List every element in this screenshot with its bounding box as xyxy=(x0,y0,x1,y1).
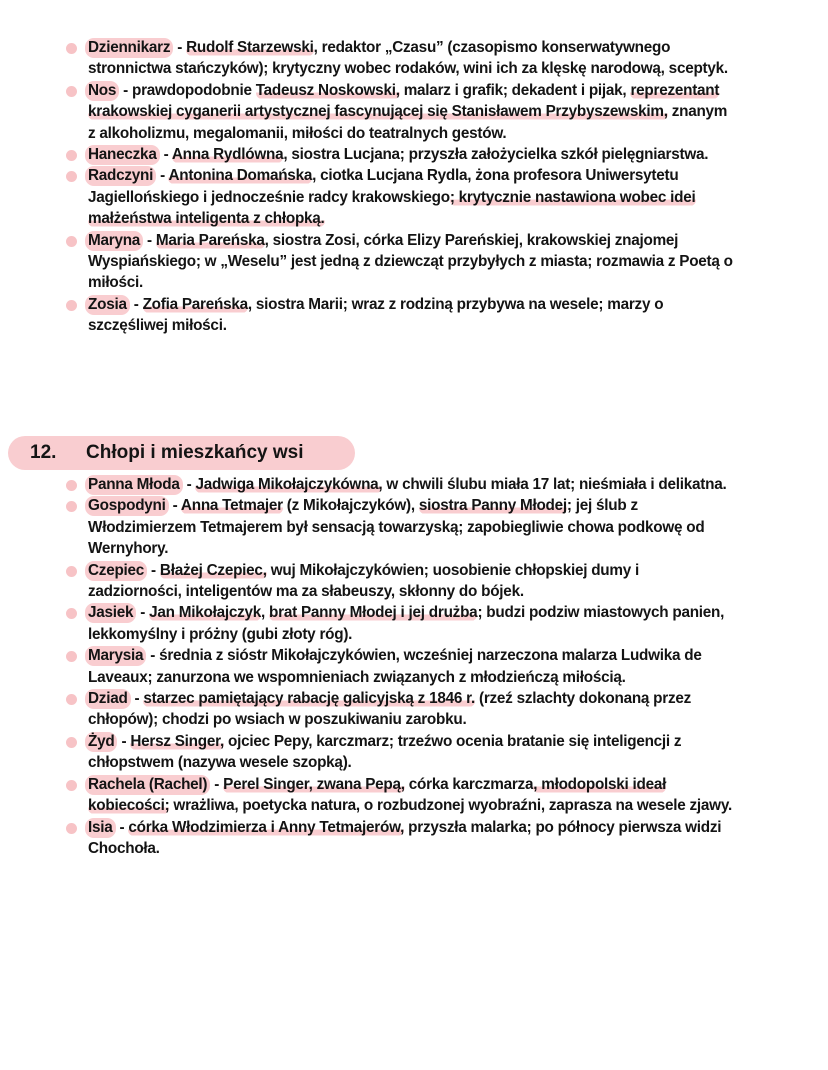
character-name: Rachela (Rachel) xyxy=(85,775,210,795)
bullet-icon xyxy=(66,566,77,577)
highlighted-phrase: Maria Pareńska xyxy=(155,231,265,249)
highlighted-phrase: Jadwiga Mikołajczykówna, xyxy=(195,476,383,493)
character-name: Panna Młoda xyxy=(85,475,183,495)
character-entry xyxy=(64,37,734,80)
description-text: - xyxy=(143,231,156,249)
description-text: - xyxy=(156,167,169,185)
character-entry xyxy=(64,294,734,337)
highlighted-phrase: siostra Panny Młodej xyxy=(418,497,567,515)
section-number: 12. xyxy=(30,442,57,463)
description-text: , siostra Lucjana; przyszła założycielka szkół pielęgniarstwa. xyxy=(283,146,709,164)
character-name: Radczyni xyxy=(85,166,156,186)
description-text: , siostra Marii; wraz z rodziną przybywa na wesele; marzy o szczęśliwej miłości. xyxy=(88,295,664,335)
bullet-icon xyxy=(66,86,77,97)
section-title: Chłopi i mieszkańcy wsi xyxy=(86,442,304,463)
description-text: - xyxy=(168,497,181,515)
character-entry xyxy=(64,144,734,165)
bullet-icon xyxy=(66,694,77,705)
description-text: ; jej ślub z Włodzimierzem Tetmajerem był sensacją towarzyską; zapobiegliwie chowa podkowę od Wernyhory. xyxy=(88,497,705,558)
character-name: Dziad xyxy=(85,689,131,709)
character-name: Zosia xyxy=(85,295,130,315)
character-entry xyxy=(64,645,734,688)
description-text: w chwili ślubu miała 17 lat; nieśmiała i delikatna. xyxy=(382,476,727,493)
character-entry xyxy=(64,560,734,603)
description-text: malarz i grafik; dekadent i pijak, xyxy=(399,81,631,99)
character-entry xyxy=(64,80,734,144)
highlighted-phrase: córka Włodzimierza i Anny Tetmajerów, xyxy=(128,818,405,836)
highlighted-phrase: Perel Singer, zwana Pepą, xyxy=(223,775,405,793)
highlighted-phrase: Anna Rydlówna xyxy=(171,146,284,164)
highlighted-phrase: Błażej Czepiec, xyxy=(159,561,267,579)
description-text: - średnia z sióstr Mikołajczykówien, wcześniej narzeczona malarza Ludwika de Laveaux; zanurzona we wspomnieniach związanych z młodzieńczą miłością. xyxy=(88,647,702,686)
highlighted-phrase: Hersz Singer, xyxy=(130,732,224,750)
character-name: Żyd xyxy=(85,732,117,752)
highlighted-phrase: reprezentant krakowskiej cyganerii artystycznej fascynującej się Stanisławem Przybyszewskim, xyxy=(88,81,720,121)
character-name: Gospodyni xyxy=(85,496,169,516)
highlighted-phrase: Jan Mikołajczyk xyxy=(149,604,262,622)
description-text: - xyxy=(129,295,143,313)
character-entry xyxy=(64,230,734,294)
bullet-icon xyxy=(66,780,77,791)
description-text: - xyxy=(136,604,150,622)
description-text: córka karczmarza xyxy=(404,775,534,793)
bullet-icon xyxy=(66,608,77,619)
description-text: ojciec Pepy, karczmarz; trzeźwo ocenia bratanie się inteligencji z chłopstwem (nazywa wesele szopką). xyxy=(88,732,682,772)
character-name: Marysia xyxy=(85,646,146,666)
character-name: Czepiec xyxy=(85,561,147,581)
bullet-icon xyxy=(66,737,77,748)
character-name: Maryna xyxy=(85,231,143,251)
description-text: - xyxy=(117,732,131,750)
bullet-icon xyxy=(66,480,77,491)
description-text: przyszła malarka; po północy pierwsza widzi Chochoła. xyxy=(88,818,722,857)
character-entry xyxy=(64,602,734,645)
highlighted-phrase: ; krytycznie nastawiona wobec idei małżeństwa inteligenta z chłopką. xyxy=(88,188,696,228)
highlighted-phrase: Antonina Domańska xyxy=(168,167,313,185)
highlighted-phrase: starzec pamiętający rabację galicyjską z 1846 r. xyxy=(143,690,475,708)
description-text: , siostra Zosi, córka Elizy Pareńskiej, krakowskiej znajomej Wyspiańskiego; w „Weselu” jest jedną z dziewcząt przybyłych z miasta; rozmawia z Poetą o miłości. xyxy=(88,231,733,292)
character-list-intelligentsia xyxy=(64,37,734,337)
description-text: , redaktor „Czasu” (czasopismo konserwatywnego stronnictwa stańczyków); krytyczny wobec rodaków, wini ich za klęskę narodową, sceptyk. xyxy=(88,39,728,78)
description-text: wrażliwa, poetycka natura, o rozbudzonej wyobraźni, zaprasza na wesele zjawy. xyxy=(169,797,732,815)
description-text: - xyxy=(210,775,224,793)
description-text: - xyxy=(147,561,160,579)
character-name: Nos xyxy=(85,81,119,101)
description-text: , xyxy=(261,604,270,622)
description-text: wuj Mikołajczykówien; uosobienie chłopskiej dumy i zadziorności, inteligentów ma za słabeuszy, skłonny do bójek. xyxy=(88,561,640,601)
description-text: (rzeź szlachty dokonaną przez chłopów); chodzi po wsiach w poszukiwaniu zarobku. xyxy=(88,690,692,729)
highlighted-phrase: Zofia Pareńska xyxy=(142,295,248,313)
description-text: - prawdopodobnie xyxy=(119,81,256,99)
description-text: - xyxy=(182,476,196,493)
description-text: - xyxy=(115,818,129,836)
description-text: - xyxy=(173,39,187,56)
description-text: - xyxy=(159,146,172,164)
character-name: Jasiek xyxy=(85,603,136,623)
highlighted-phrase: Rudolf Starzewski xyxy=(186,39,314,56)
bullet-icon xyxy=(66,300,77,311)
character-name: Dziennikarz xyxy=(85,38,173,58)
description-text: ; budzi podziw miastowych panien, lekkomyślny i próżny (gubi złoty róg). xyxy=(88,604,725,643)
character-entry xyxy=(64,165,734,229)
description-text: (z Mikołajczyków), xyxy=(282,497,419,515)
character-entry xyxy=(64,731,734,774)
character-entry xyxy=(64,474,734,495)
character-list-peasants xyxy=(64,474,734,859)
character-name: Isia xyxy=(85,818,116,838)
bullet-icon xyxy=(66,43,77,54)
bullet-icon xyxy=(66,651,77,662)
description-text: , ciotka Lucjana Rydla, żona profesora Uniwersytetu Jagiellońskiego i jednocześnie radcy krakowskiego xyxy=(88,167,679,206)
bullet-icon xyxy=(66,150,77,161)
character-entry xyxy=(64,817,734,860)
character-entry xyxy=(64,495,734,559)
bullet-icon xyxy=(66,171,77,182)
bullet-icon xyxy=(66,823,77,834)
bullet-icon xyxy=(66,236,77,247)
highlighted-phrase: Anna Tetmajer xyxy=(180,497,283,515)
character-name: Haneczka xyxy=(85,145,160,165)
highlighted-phrase: brat Panny Młodej i jej drużba xyxy=(269,604,478,622)
character-entry xyxy=(64,688,734,731)
highlighted-phrase: , młodopolski ideał kobiecości; xyxy=(88,775,667,815)
section-heading xyxy=(8,436,355,470)
character-entry xyxy=(64,774,734,817)
description-text: znanym z alkoholizmu, megalomanii, miłości do teatralnych gestów. xyxy=(88,103,728,142)
description-text: - xyxy=(130,690,144,708)
highlighted-phrase: Tadeusz Noskowski, xyxy=(255,81,400,99)
bullet-icon xyxy=(66,501,77,512)
